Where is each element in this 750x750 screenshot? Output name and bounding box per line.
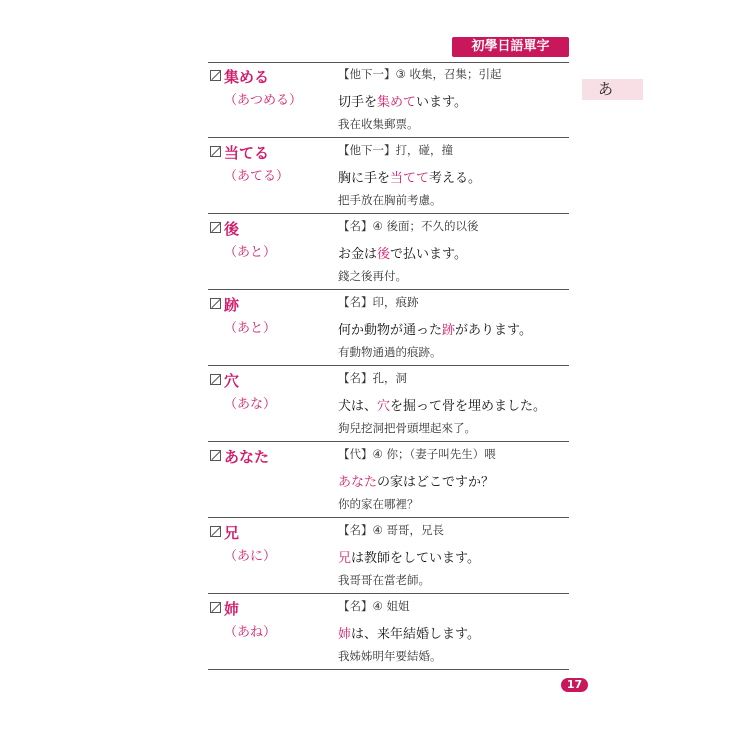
translation: 有動物通過的痕跡。 — [338, 345, 442, 359]
example-sentence: 何か動物が通った跡があります。 — [338, 323, 532, 338]
headword: 跡 — [224, 296, 240, 314]
example-sentence: あなたの家はどこですか？ — [338, 475, 495, 490]
reading: （あてる） — [224, 169, 290, 184]
book-title-badge: 初學日語單字 2000 — [452, 37, 569, 57]
definition: 【名】④ 哥哥，兄長 — [338, 523, 444, 537]
vocab-entry — [208, 62, 569, 138]
headword-line — [210, 370, 330, 391]
headword-line — [210, 218, 330, 239]
headword-line — [210, 294, 330, 315]
headword: あなた — [224, 448, 270, 466]
definition: 【他下一】打，碰，撞 — [338, 143, 453, 157]
vocab-entry — [208, 214, 569, 290]
translation: 我在收集郵票。 — [338, 117, 419, 131]
reading: （あと） — [224, 245, 277, 260]
translation: 我哥哥在當老師。 — [338, 573, 430, 587]
definition: 【代】④ 你；（妻子叫先生）喂 — [338, 447, 496, 461]
headword-line — [210, 446, 330, 467]
kana-index-tab: あ — [582, 79, 643, 100]
checkbox-icon[interactable] — [210, 374, 221, 385]
example-highlight: 当てて — [390, 171, 430, 186]
example-highlight: 兄 — [338, 551, 352, 566]
translation: 我姊姊明年要結婚。 — [338, 649, 442, 663]
vocab-entry — [208, 366, 569, 442]
reading: （あに） — [224, 549, 277, 564]
example-sentence: 姉は、来年結婚します。 — [338, 627, 480, 642]
page-number: 17 — [561, 678, 588, 692]
definition: 【名】孔，洞 — [338, 371, 407, 385]
definition: 【名】④ 後面；不久的以後 — [338, 219, 479, 233]
translation: 你的家在哪裡？ — [338, 497, 419, 511]
headword: 穴 — [224, 372, 240, 390]
example-sentence: 犬は、穴を掘って骨を埋めました。 — [338, 399, 547, 414]
example-highlight: 後 — [377, 247, 391, 262]
reading: （あつめる） — [224, 93, 303, 108]
checkbox-icon[interactable] — [210, 526, 221, 537]
definition: 【名】印，痕跡 — [338, 295, 419, 309]
example-sentence: 胸に手を当てて考える。 — [338, 171, 482, 186]
translation: 把手放在胸前考慮。 — [338, 193, 442, 207]
example-sentence: 切手を集めています。 — [338, 95, 467, 110]
example-sentence: 兄は教師をしています。 — [338, 551, 480, 566]
headword: 姉 — [224, 600, 240, 618]
vocab-entry — [208, 442, 569, 518]
headword-line — [210, 142, 330, 163]
reading: （あね） — [224, 625, 277, 640]
vocab-list — [208, 62, 569, 670]
headword: 当てる — [224, 144, 270, 162]
headword: 兄 — [224, 524, 240, 542]
example-highlight: 姉 — [338, 627, 352, 642]
headword: 後 — [224, 220, 240, 238]
checkbox-icon[interactable] — [210, 602, 221, 613]
checkbox-icon[interactable] — [210, 70, 221, 81]
vocab-entry — [208, 518, 569, 594]
reading: （あな） — [224, 397, 277, 412]
headword-line — [210, 598, 330, 619]
translation: 狗兒挖洞把骨頭埋起來了。 — [338, 421, 476, 435]
checkbox-icon[interactable] — [210, 146, 221, 157]
checkbox-icon[interactable] — [210, 450, 221, 461]
headword-line — [210, 66, 330, 87]
example-highlight: 穴 — [377, 399, 391, 414]
headword-line — [210, 522, 330, 543]
checkbox-icon[interactable] — [210, 222, 221, 233]
example-highlight: あなた — [338, 475, 378, 490]
reading: （あと） — [224, 321, 277, 336]
example-highlight: 跡 — [442, 323, 456, 338]
headword: 集める — [224, 68, 270, 86]
example-sentence: お金は後で払います。 — [338, 247, 467, 262]
checkbox-icon[interactable] — [210, 298, 221, 309]
vocab-entry — [208, 594, 569, 670]
definition: 【名】④ 姐姐 — [338, 599, 410, 613]
vocab-entry — [208, 138, 569, 214]
translation: 錢之後再付。 — [338, 269, 407, 283]
definition: 【他下一】③ 收集，召集；引起 — [338, 67, 502, 81]
example-highlight: 集めて — [377, 95, 417, 110]
vocab-entry — [208, 290, 569, 366]
